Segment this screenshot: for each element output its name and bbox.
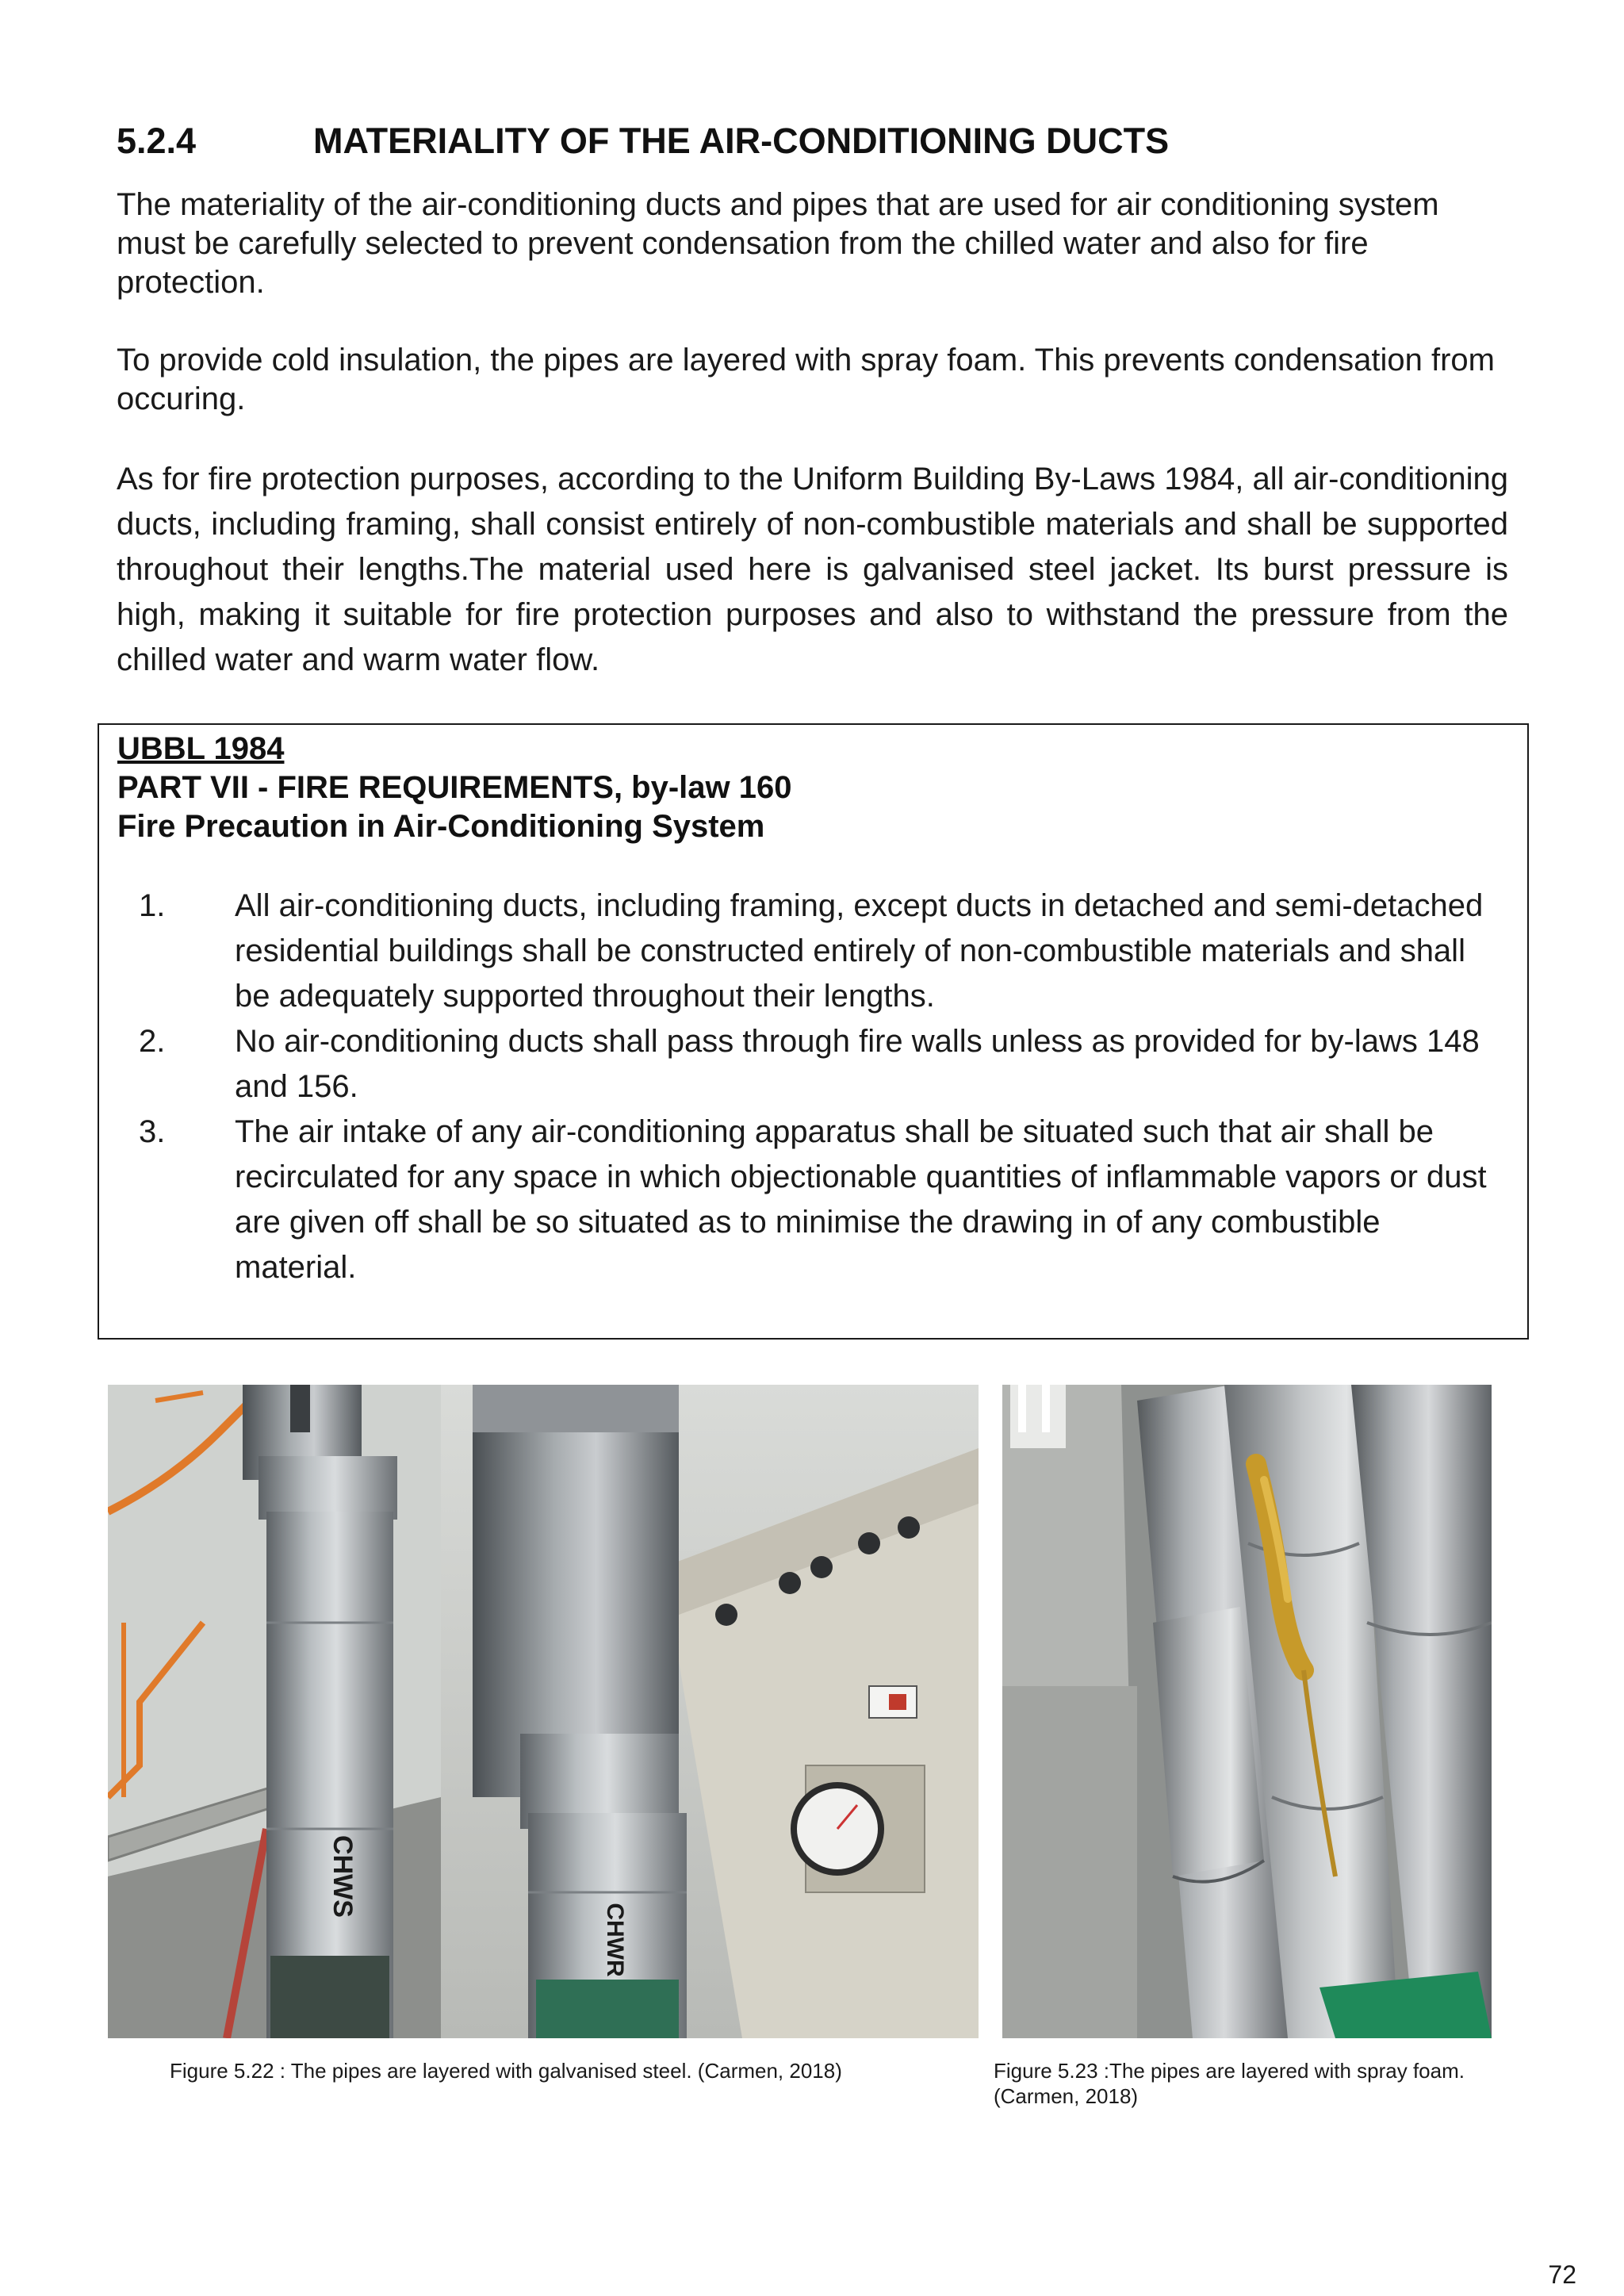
body-paragraph-2: To provide cold insulation, the pipes are layered with spray foam. This prevents condensation from occuring.	[117, 343, 1495, 416]
chwr-pipe-label: CHWR	[602, 1903, 628, 1977]
ubbl-box-header	[117, 730, 792, 846]
ubbl-clause-list	[117, 884, 1509, 1290]
figure-5-22-caption: Figure 5.22 : The pipes are layered with galvanised steel. (Carmen, 2018)	[170, 2059, 842, 2083]
clause-number: 3.	[139, 1114, 166, 1149]
ubbl-quote-box	[98, 723, 1529, 1340]
figure-5-23-caption: Figure 5.23 :The pipes are layered with spray foam. (Carmen, 2018)	[994, 2059, 1465, 2108]
page-number: 72	[1548, 2260, 1576, 2289]
clause-number: 1.	[139, 888, 166, 923]
ubbl-subtitle: Fire Precaution in Air-Conditioning System	[117, 809, 765, 844]
ubbl-clause	[117, 884, 1509, 1019]
section-title: MATERIALITY OF THE AIR-CONDITIONING DUCTS	[313, 121, 1170, 161]
ubbl-clause	[117, 1019, 1509, 1110]
figure-5-22-photo	[108, 1385, 979, 2038]
figure-5-23-photo	[1002, 1385, 1492, 2038]
ubbl-part: PART VII - FIRE REQUIREMENTS, by-law 160	[117, 770, 792, 805]
section-number: 5.2.4	[117, 121, 197, 161]
chws-pipe-label: CHWS	[327, 1835, 358, 1918]
ubbl-clause	[117, 1110, 1509, 1290]
body-paragraph-3: As for fire protection purposes, according to the Uniform Building By-Laws 1984, all air-conditioning ducts, including framing, shall consist entirely of non-combustible materials and shall be supported throughout their lengths.The material used here is galvanised steel jacket. Its burst pressure is high, making it suitable for fire protection purposes and also to withstand the pressure from the chilled water and warm water flow.	[117, 462, 1508, 677]
clause-text: The air intake of any air-conditioning apparatus shall be situated such that air shall be recirculated for any space in which objectionable quantities of inflammable vapors or dust are given off shall be so situated as to minimise the drawing in of any combustible material.	[235, 1114, 1487, 1285]
clause-text: All air-conditioning ducts, including framing, except ducts in detached and semi-detached residential buildings shall be constructed entirely of non-combustible materials and shall be adequately supported throughout their lengths.	[235, 888, 1484, 1014]
body-paragraph-1: The materiality of the air-conditioning ducts and pipes that are used for air conditioning system must be carefully selected to prevent condensation from the chilled water and also for fire protection.	[117, 187, 1439, 300]
clause-text: No air-conditioning ducts shall pass through fire walls unless as provided for by-laws 148 and 156.	[235, 1024, 1480, 1104]
ubbl-title: UBBL 1984	[117, 731, 285, 766]
clause-number: 2.	[139, 1024, 166, 1059]
section-heading	[117, 119, 1512, 163]
